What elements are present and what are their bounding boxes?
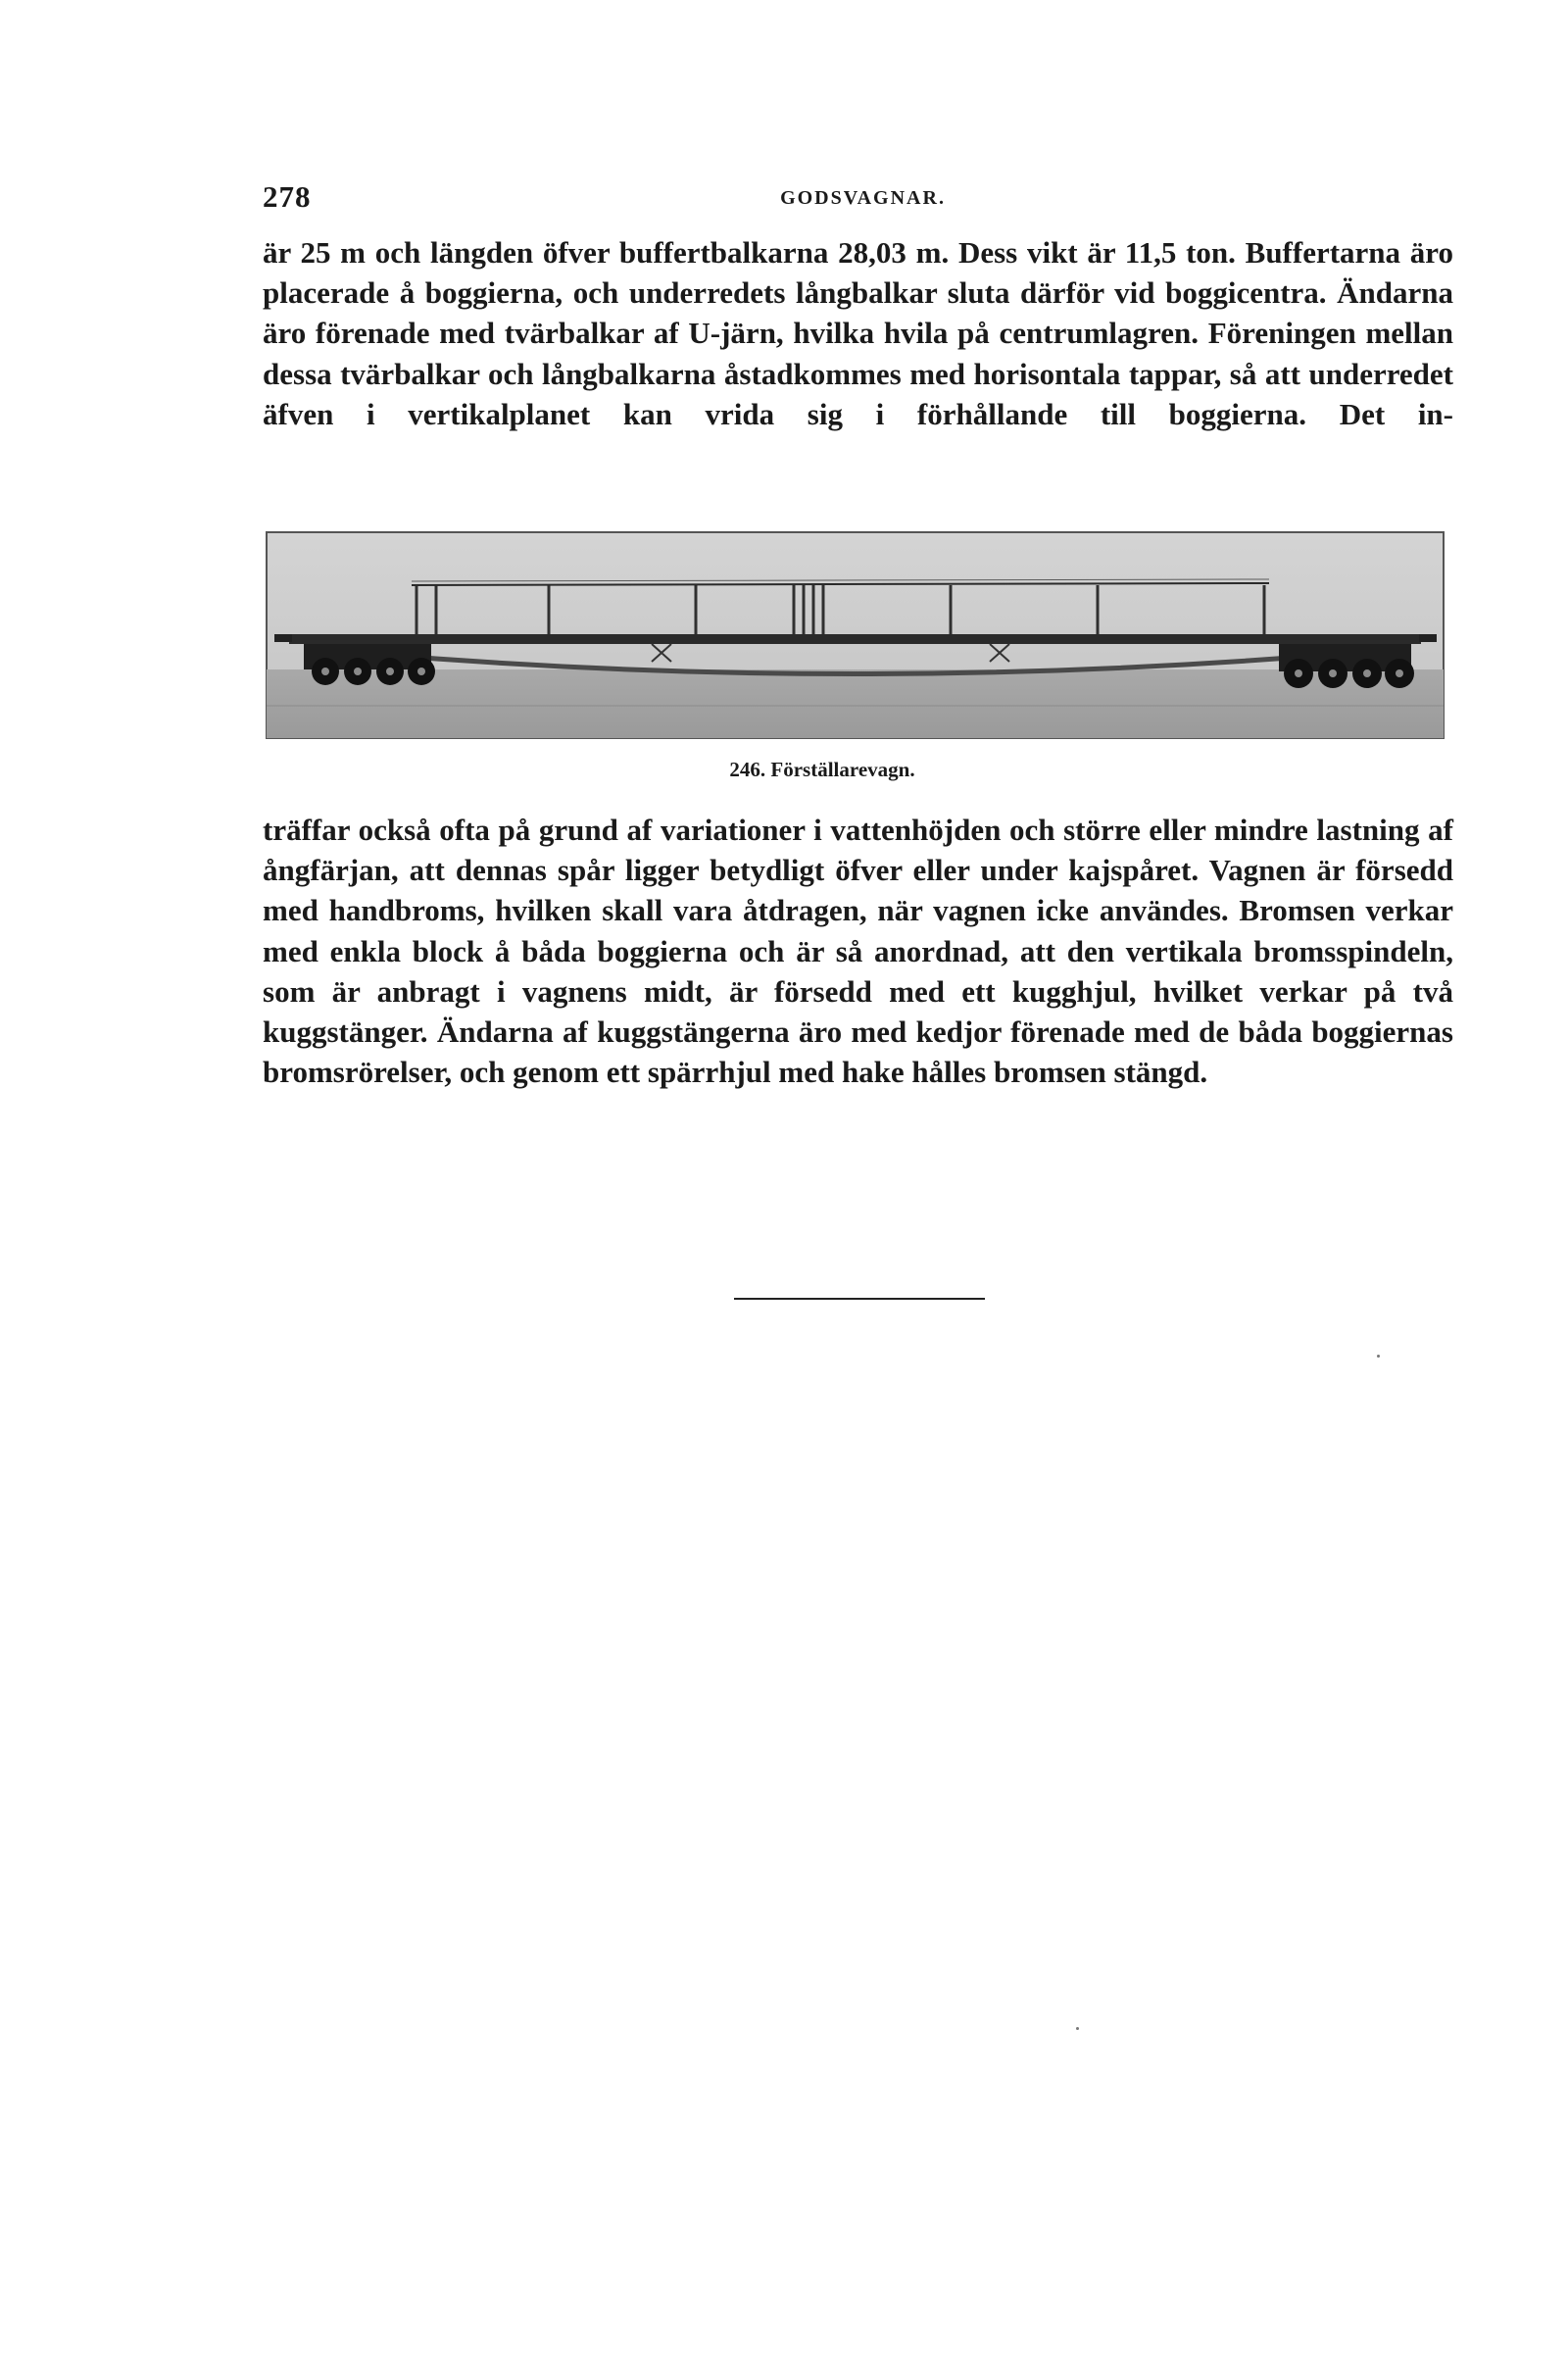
paragraph-2: träffar också ofta på grund af variationer i vattenhöjden och större eller mindre lastning af ångfärjan, att dennas spår ligger betydligt öfver eller under kajspåret. Vagnen är försedd med handbroms, hvilken skall vara åtdragen, när vagnen icke användes. Bromsen verkar med enkla block å båda boggierna och är så anordnad, att den vertikala bromsspindeln, som är anbragt i vagnens midt, är försedd med ett kugghjul, hvilket verkar på två kuggstänger. Ändarna af kuggstängerna äro med kedjor förenade med de båda boggiernas bromsrörelser, och genom ett spärrhjul med hake hålles bromsen stängd. bbox=[263, 813, 1453, 1090]
paragraph-1: är 25 m och längden öfver buffertbalkarna 28,03 m. Dess vikt är 11,5 ton. Buffertarna äro placerade å boggierna, och underredets långbalkar sluta därför vid boggicentra. Ändarna äro förenade med tvärbalkar af U-järn, hvilka hvila på centrumlagren. Föreningen mellan dessa tvärbalkar och långbalkarna åstadkommes med horisontala tappar, så att underredet äfven i vertikalplanet kan vrida sig i förhållande till boggierna. Det in- bbox=[263, 235, 1453, 431]
wagon-photo bbox=[265, 524, 1446, 742]
speck bbox=[1377, 1355, 1380, 1358]
speck bbox=[1076, 2027, 1079, 2030]
running-head: GODSVAGNAR. bbox=[780, 187, 946, 209]
end-rule bbox=[734, 1298, 985, 1300]
figure-caption: 246. Förställarevagn. bbox=[729, 758, 915, 781]
wagon-figure bbox=[265, 524, 1446, 742]
page-number: 278 bbox=[263, 179, 312, 214]
page-header bbox=[263, 179, 1453, 219]
